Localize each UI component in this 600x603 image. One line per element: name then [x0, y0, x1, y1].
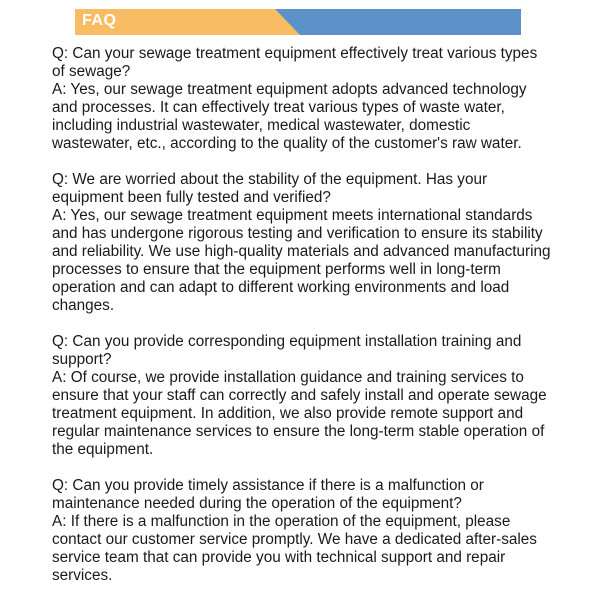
faq-question: Q: Can your sewage treatment equipment effectively treat various types of sewage?	[52, 45, 538, 80]
faq-title: FAQ	[82, 12, 117, 29]
faq-item	[52, 333, 552, 459]
faq-question: Q: Can you provide timely assistance if there is a malfunction or maintenance needed during the operation of the equipment?	[52, 477, 484, 512]
faq-answer: A: If there is a malfunction in the operation of the equipment, please contact our customer service promptly. We have a dedicated after-sales service team that can provide you with technical support and repair services.	[52, 513, 537, 584]
faq-item	[52, 45, 552, 153]
faq-item	[52, 171, 552, 315]
faq-question: Q: We are worried about the stability of the equipment. Has your equipment been fully tested and verified?	[52, 171, 488, 206]
faq-header-banner	[75, 9, 521, 35]
faq-answer: A: Yes, our sewage treatment equipment adopts advanced technology and processes. It can effectively treat various types of waste water, including industrial wastewater, medical wastewater, domestic wastewater, etc., according to the quality of the customer's raw water.	[52, 81, 527, 152]
faq-answer: A: Yes, our sewage treatment equipment meets international standards and has undergone rigorous testing and verification to ensure its stability and reliability. We use high-quality materials and advanced manufacturing processes to ensure that the equipment performs well in long-term operation and can adapt to different working environments and load changes.	[52, 207, 551, 314]
faq-question: Q: Can you provide corresponding equipment installation training and support?	[52, 333, 522, 368]
faq-item	[52, 477, 552, 585]
faq-list	[52, 45, 552, 603]
faq-answer: A: Of course, we provide installation guidance and training services to ensure that your staff can correctly and safely install and operate sewage treatment equipment. In addition, we also provide remote support and regular maintenance services to ensure the long-term stable operation of the equipment.	[52, 369, 547, 458]
